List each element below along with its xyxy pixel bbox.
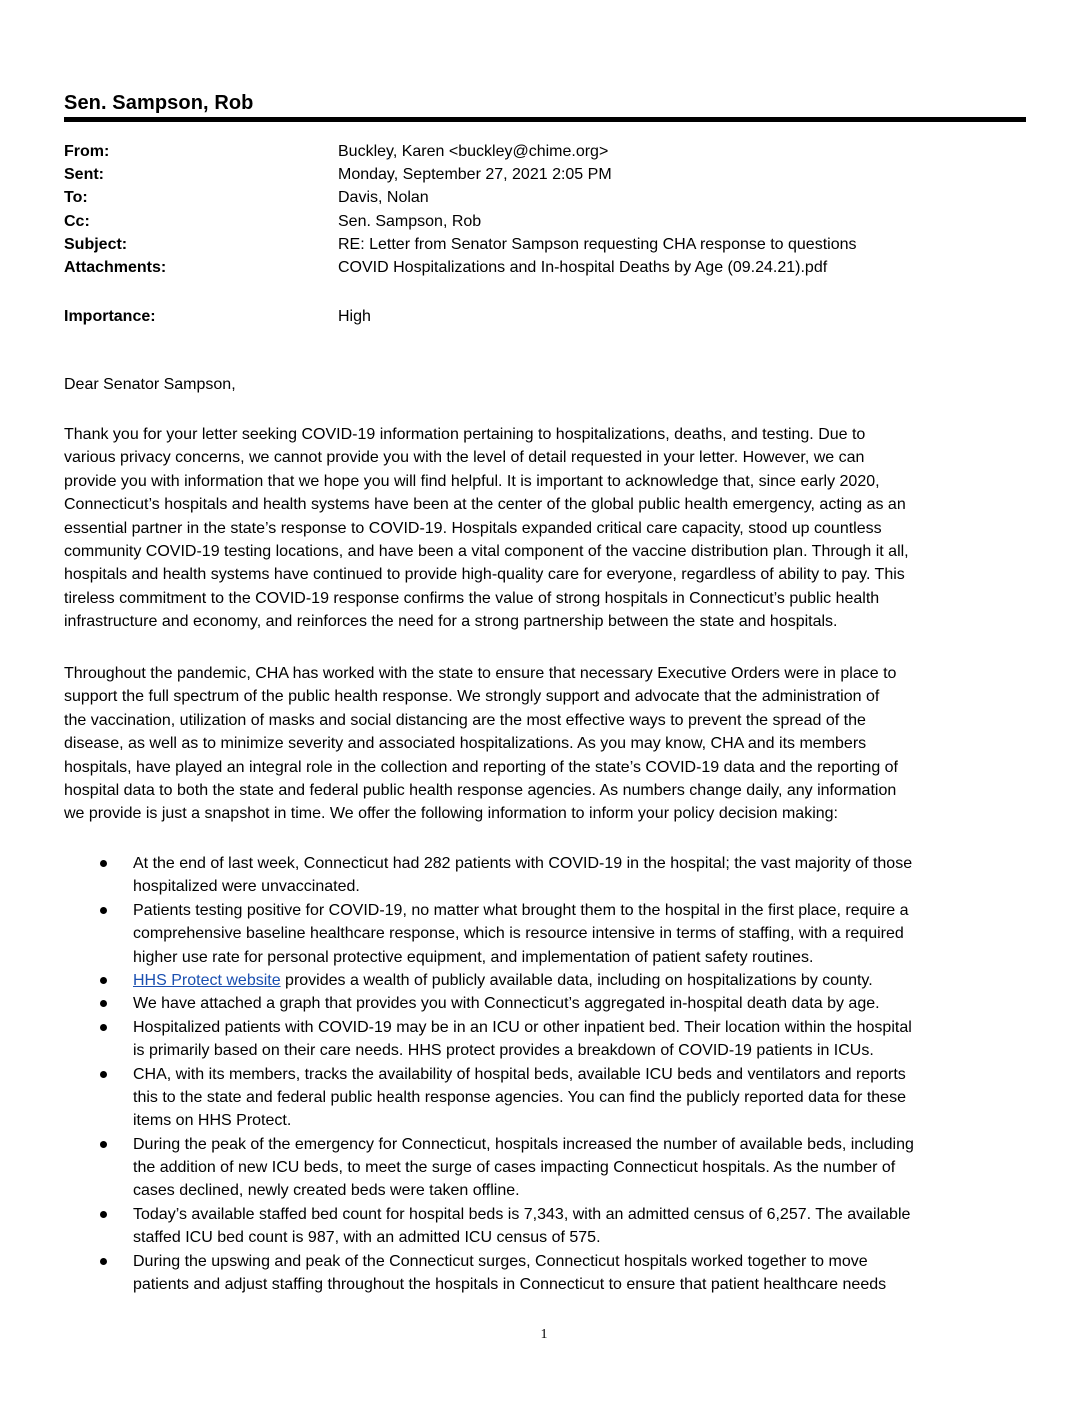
meta-cc xyxy=(64,211,1044,233)
paragraph-line: Connecticut’s hospitals and health systems have been at the center of the global public health emergency, acting as an xyxy=(64,496,906,514)
list-item-line: During the upswing and peak of the Connecticut surges, Connecticut hospitals worked together to move xyxy=(133,1252,868,1270)
sent-date-value: Monday, September 27, 2021 2:05 PM xyxy=(338,166,612,183)
bullet-icon xyxy=(100,977,107,984)
mailbox-owner-name: Sen. Sampson, Rob xyxy=(64,92,254,114)
meta-label: Subject: xyxy=(64,236,128,253)
bullet-list xyxy=(64,852,1026,1296)
paragraph-line: hospital data to both the state and federal public health response agencies. As numbers change daily, any information xyxy=(64,781,897,799)
bullet-icon xyxy=(100,1258,107,1265)
meta-subject xyxy=(64,234,1044,256)
subject-value: RE: Letter from Senator Sampson requesting CHA response to questions xyxy=(338,236,857,253)
meta-label: To: xyxy=(64,189,88,206)
paragraph-line: we provide is just a snapshot in time. We offer the following information to inform your policy decision making: xyxy=(64,805,838,823)
bullet-icon xyxy=(100,1024,107,1031)
list-item-line: comprehensive baseline healthcare response, which is resource intensive in terms of staffing, with a required xyxy=(133,925,904,943)
list-item-line xyxy=(133,969,1026,992)
list-item-line: hospitalized were unvaccinated. xyxy=(133,878,360,896)
recipient-value: Davis, Nolan xyxy=(338,189,429,206)
list-item xyxy=(64,1250,1026,1297)
list-item-line: higher use rate for personal protective equipment, and implementation of patient safety routines. xyxy=(133,948,814,966)
list-item-line: Today’s available staffed bed count for hospital beds is 7,343, with an admitted census of 6,257. The available xyxy=(133,1205,911,1223)
bullet-icon xyxy=(100,860,107,867)
sender-value: Buckley, Karen <buckley@chime.org> xyxy=(338,143,609,160)
list-item-line: is primarily based on their care needs. HHS protect provides a breakdown of COVID-19 patients in ICUs. xyxy=(133,1042,874,1060)
list-item-line: this to the state and federal public health response agencies. You can find the publicly reported data for these xyxy=(133,1088,906,1106)
meta-label: From: xyxy=(64,143,110,160)
list-item-line: CHA, with its members, tracks the availability of hospital beds, available ICU beds and ventilators and reports xyxy=(133,1065,906,1083)
salutation: Dear Senator Sampson, xyxy=(64,376,236,393)
bullet-icon xyxy=(100,1141,107,1148)
list-item-text: provides a wealth of publicly available data, including on hospitalizations by county. xyxy=(280,971,873,989)
list-item xyxy=(64,852,1026,899)
paragraph-pandemic xyxy=(64,662,1026,826)
meta-from xyxy=(64,141,1044,163)
page-number: 1 xyxy=(540,1327,548,1342)
paragraph-line: Thank you for your letter seeking COVID-19 information pertaining to hospitalizations, deaths, and testing. Due to xyxy=(64,426,866,443)
meta-to xyxy=(64,187,1044,209)
meta-sent xyxy=(64,164,1044,186)
list-item xyxy=(64,1133,1026,1203)
paragraph-line: the vaccination, utilization of masks and social distancing are the most effective ways to prevent the spread of the xyxy=(64,711,866,729)
list-item-line: staffed ICU bed count is 987, with an admitted ICU census of 575. xyxy=(133,1229,601,1247)
meta-label: Importance: xyxy=(64,308,156,325)
meta-label: Cc: xyxy=(64,213,90,230)
bullet-icon xyxy=(100,1071,107,1078)
paragraph-line: support the full spectrum of the public health response. We strongly support and advocate that the administration of xyxy=(64,688,880,706)
list-item-line: items on HHS Protect. xyxy=(133,1112,292,1130)
bullet-icon xyxy=(100,907,107,914)
paragraph-line: tireless commitment to the COVID-19 response confirms the value of strong hospitals in Connecticut’s public health xyxy=(64,589,880,607)
meta-attachments xyxy=(64,257,1044,279)
paragraph-line: essential partner in the state’s response to COVID-19. Hospitals expanded critical care capacity, stood up countless xyxy=(64,519,882,537)
list-item-line: the addition of new ICU beds, to meet the surge of cases impacting Connecticut hospitals. As the number of xyxy=(133,1159,896,1177)
paragraph-intro xyxy=(64,423,1026,634)
list-item-line: During the peak of the emergency for Connecticut, hospitals increased the number of available beds, including xyxy=(133,1135,914,1153)
list-item xyxy=(64,1016,1026,1063)
list-item xyxy=(64,969,1026,992)
list-item xyxy=(64,1203,1026,1250)
bullet-icon xyxy=(100,1000,107,1007)
list-item xyxy=(64,899,1026,969)
meta-label: Attachments: xyxy=(64,259,167,276)
paragraph-line: provide you with information that we hope you will find helpful. It is important to acknowledge that, since early 2020, xyxy=(64,472,880,490)
importance-value: High xyxy=(338,308,371,325)
paragraph-line: Throughout the pandemic, CHA has worked with the state to ensure that necessary Executive Orders were in place to xyxy=(64,665,897,682)
meta-importance xyxy=(64,306,1044,328)
bullet-icon xyxy=(100,1211,107,1218)
list-item-line: patients and adjust staffing throughout the hospitals in Connecticut to ensure that patient healthcare needs xyxy=(133,1276,887,1294)
list-item-line: Patients testing positive for COVID-19, no matter what brought them to the hospital in the first place, require a xyxy=(133,901,909,919)
paragraph-line: disease, as well as to minimize severity and associated hospitalizations. As you may know, CHA and its members xyxy=(64,735,867,753)
cc-value: Sen. Sampson, Rob xyxy=(338,213,482,230)
list-item-line: At the end of last week, Connecticut had 282 patients with COVID-19 in the hospital; the vast majority of those xyxy=(133,855,913,872)
list-item-line: We have attached a graph that provides you with Connecticut’s aggregated in-hospital death data by age. xyxy=(133,995,880,1013)
list-item xyxy=(64,992,1026,1015)
paragraph-line: community COVID-19 testing locations, and have been a vital component of the vaccine distribution plan. Through it all, xyxy=(64,542,909,560)
paragraph-line: hospitals and health systems have continued to provide high-quality care for everyone, regardless of ability to pay. This xyxy=(64,566,905,584)
meta-label: Sent: xyxy=(64,166,104,183)
paragraph-line: various privacy concerns, we cannot provide you with the level of detail requested in your letter. However, we can xyxy=(64,449,865,467)
header-divider xyxy=(64,117,1026,122)
paragraph-line: infrastructure and economy, and reinforces the need for a strong partnership between the state and hospitals. xyxy=(64,613,838,631)
list-item xyxy=(64,1063,1026,1133)
hhs-protect-link[interactable]: HHS Protect website xyxy=(133,971,281,989)
attachment-value: COVID Hospitalizations and In-hospital Deaths by Age (09.24.21).pdf xyxy=(338,259,828,276)
paragraph-line: hospitals, have played an integral role in the collection and reporting of the state’s COVID-19 data and the reporting of xyxy=(64,758,898,776)
list-item-line: Hospitalized patients with COVID-19 may be in an ICU or other inpatient bed. Their location within the hospital xyxy=(133,1018,912,1036)
list-item-line: cases declined, newly created beds were taken offline. xyxy=(133,1182,520,1200)
